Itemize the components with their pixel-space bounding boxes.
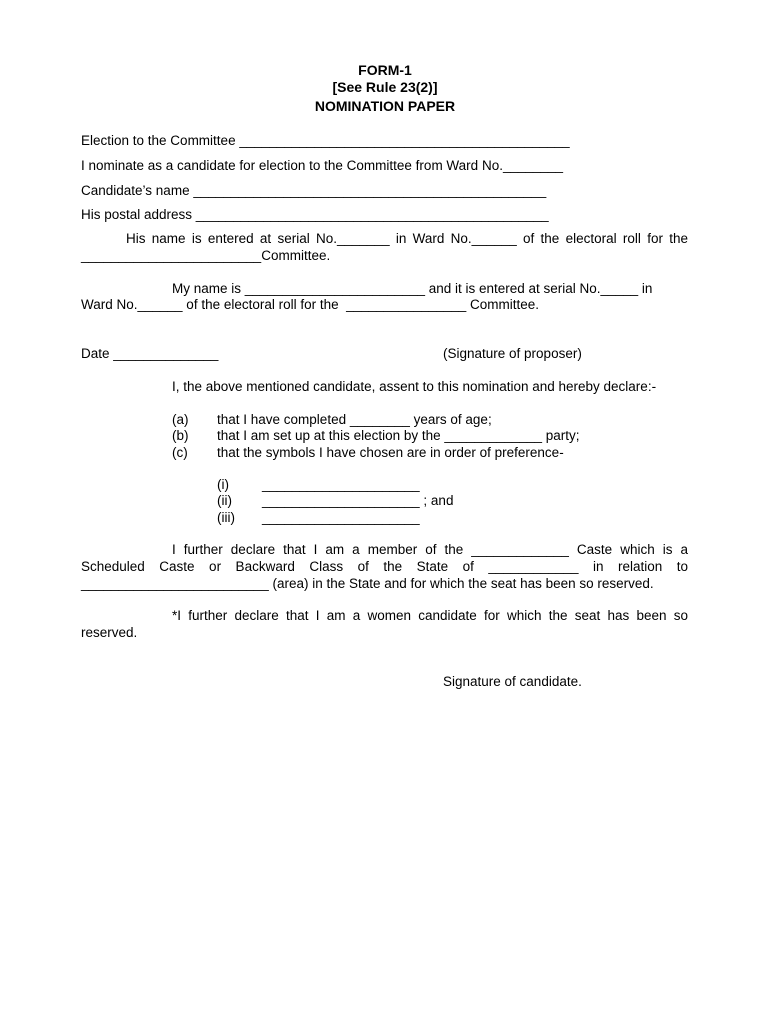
- declaration-text-b: that I am set up at this election by the _____________ party;: [217, 428, 580, 443]
- candidate-name-field: Candidate’s name _______________________________________________: [81, 183, 547, 198]
- declaration-label-a: (a): [172, 412, 189, 427]
- proposer-line-1: My name is ________________________ and it is entered at serial No._____ in: [172, 281, 653, 296]
- postal-address-field: His postal address _______________________________________________: [81, 207, 549, 222]
- election-committee-field: Election to the Committee ____________________________________________: [81, 133, 570, 148]
- declaration-label-b: (b): [172, 428, 189, 443]
- ward-nomination-field: I nominate as a candidate for election to the Committee from Ward No.________: [81, 158, 564, 173]
- rule-reference: [See Rule 23(2)]: [332, 79, 438, 95]
- form-number: FORM-1: [358, 62, 412, 78]
- assent-statement: I, the above mentioned candidate, assent to this nomination and hereby declare:-: [172, 379, 657, 394]
- page-title: NOMINATION PAPER: [314, 98, 456, 114]
- caste-declaration-paragraph: [81, 541, 688, 592]
- candidate-signature: Signature of candidate.: [443, 674, 582, 689]
- symbol-blank-ii: _____________________ ; and: [262, 493, 454, 508]
- date-field: Date ______________: [81, 346, 219, 361]
- women-declaration-text: *I further declare that I am a women candidate for which the seat has been so reserved.: [81, 608, 688, 640]
- caste-declaration-text: I further declare that I am a member of the _____________ Caste which is a Scheduled Caste or Backward Class of the State of ____________ in relation to _________________________ (area) in the State and for which the seat has been so reserved.: [81, 542, 688, 591]
- declaration-text-c: that the symbols I have chosen are in order of preference-: [217, 445, 564, 460]
- symbol-blank-i: _____________________: [262, 477, 420, 492]
- symbol-label-i: (i): [217, 477, 229, 492]
- symbol-blank-iii: _____________________: [262, 510, 420, 525]
- proposer-line-2: Ward No.______ of the electoral roll for the ________________ Committee.: [81, 297, 540, 312]
- symbol-label-ii: (ii): [217, 493, 232, 508]
- women-declaration-paragraph: [81, 607, 688, 641]
- serial-entry-paragraph: [81, 230, 688, 264]
- serial-entry-text: His name is entered at serial No._______ in Ward No.______ of the electoral roll for the ________________________Committee.: [81, 231, 688, 263]
- declaration-text-a: that I have completed ________ years of age;: [217, 412, 492, 427]
- declaration-label-c: (c): [172, 445, 188, 460]
- symbol-label-iii: (iii): [217, 510, 235, 525]
- proposer-signature: (Signature of proposer): [443, 346, 582, 361]
